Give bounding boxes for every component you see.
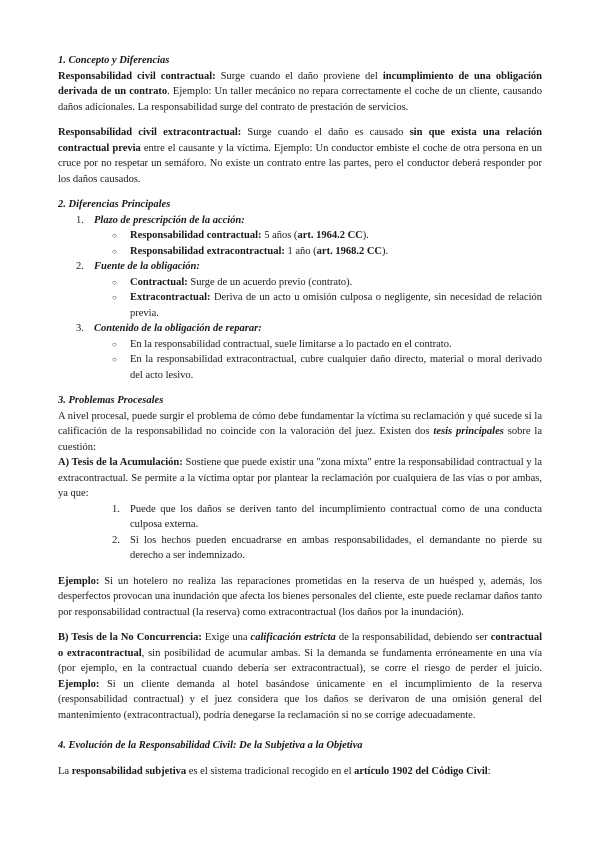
- section-3-title: 3. Problemas Procesales: [58, 395, 164, 406]
- bold-run: Contractual:: [130, 276, 188, 288]
- text-run: Si un cliente demanda al hotel basándose únicamente en el incumplimiento de la reserva (responsabilidad contractual) y el juez considera que los daños se derivaron de una omisión general del mantenimiento (extracontractual), podría denegarse la reclamación si no se corrige adecuadamente.: [58, 678, 542, 721]
- bullet-circle-icon: ○: [112, 355, 117, 364]
- sub-list: [94, 337, 542, 384]
- item-number: 2.: [76, 261, 84, 272]
- bullet-circle-icon: ○: [112, 277, 117, 287]
- text-run: :: [487, 765, 491, 777]
- sub-list-item: [94, 244, 542, 260]
- item-number: 1.: [76, 214, 84, 226]
- extracontractual-label: Responsabilidad civil extracontractual:: [58, 127, 242, 138]
- text-run: ).: [382, 245, 389, 257]
- text-run: 1 año (: [284, 245, 317, 257]
- section-1-title: 1. Concepto y Diferencias: [58, 55, 170, 66]
- thesis-b-label: B) Tesis de la No Concurrencia:: [58, 632, 202, 643]
- bold-run: sin que exista una relación contractual previa: [58, 127, 542, 154]
- bold-run: Responsabilidad extracontractual:: [130, 245, 285, 257]
- text-run: es el sistema tradicional recogido en el: [186, 765, 355, 777]
- bullet-circle-icon: ○: [112, 246, 117, 256]
- contractual-paragraph: [58, 69, 542, 116]
- example-label: Ejemplo:: [58, 575, 100, 587]
- bullet-circle-icon: ○: [112, 293, 117, 302]
- list-item: [58, 533, 542, 564]
- item-number: 3.: [76, 323, 84, 334]
- item-heading: Fuente de la obligación:: [94, 261, 200, 272]
- text-run: Surge cuando el daño proviene del: [215, 70, 383, 82]
- section-4-title: 4. Evolución de la Responsabilidad Civil: De la Subjetiva a la Objetiva: [58, 740, 363, 751]
- bold-run: calificación estricta: [250, 632, 336, 643]
- section-2-title: 2. Diferencias Principales: [58, 199, 171, 210]
- thesis-a-list: [58, 502, 542, 564]
- item-heading: Plazo de prescripción de la acción:: [94, 214, 245, 226]
- item-number: 1.: [112, 503, 120, 515]
- text-run: Sostiene que puede existir una "zona mixta" entre la responsabilidad contractual y la extracontractual. Se permite a la víctima optar por plantear la reclamación por cualquiera de las vías o por ambas, ya que:: [58, 457, 542, 499]
- text-run: Deriva de un acto u omisión culposa o negligente, sin necesidad de relación previa.: [130, 292, 542, 319]
- text-run: A nivel procesal, puede surgir el problema de cómo debe fundamentar la víctima su reclamación y qué sucede si la calificación de la responsabilidad no coincide con la valoración del juez. Existen dos: [58, 410, 542, 437]
- list-item: [58, 213, 542, 260]
- document-page: [58, 53, 542, 779]
- text-run: sobre la cuestión:: [58, 426, 542, 453]
- text-run: Surge de un acuerdo previo (contrato).: [187, 276, 353, 288]
- text-run: ).: [362, 230, 369, 241]
- subjective-paragraph: [58, 764, 542, 780]
- sub-list-item: [94, 228, 542, 244]
- text-run: En la responsabilidad contractual, suele limitarse a lo pactado en el contrato.: [130, 338, 452, 350]
- extracontractual-paragraph: [58, 125, 542, 187]
- text-run: En la responsabilidad extracontractual, cubre cualquier daño directo, material o moral derivado del acto lesivo.: [130, 354, 542, 381]
- bold-run: Responsabilidad contractual:: [130, 230, 262, 241]
- bold-run: artículo 1902 del Código Civil: [354, 765, 488, 777]
- bold-run: Ejemplo:: [58, 678, 100, 690]
- sub-list-item: [94, 352, 542, 383]
- procedural-intro: [58, 409, 542, 456]
- text-run: , sin posibilidad de acumular ambas. Si la demanda se fundamenta erróneamente en una vía (por ejemplo, en la contractual cuando debería ser extracontractual), se corre el riesgo de perder el juicio.: [58, 647, 542, 674]
- text-run: La: [58, 765, 72, 777]
- item-number: 2.: [112, 534, 120, 546]
- text-run: . Ejemplo: Un taller mecánico no repara correctamente el coche de un cliente, causando daños adicionales. La responsabilidad surge del contrato de prestación de servicios.: [58, 86, 543, 113]
- list-item: [58, 321, 542, 383]
- thesis-a-paragraph: [58, 455, 542, 502]
- bold-run: responsabilidad subjetiva: [71, 765, 187, 777]
- item-heading: Contenido de la obligación de reparar:: [94, 323, 262, 334]
- contractual-label: Responsabilidad civil contractual:: [58, 70, 216, 82]
- sub-list-item: [94, 290, 542, 321]
- text-run: Surge cuando el daño es causado: [241, 127, 410, 138]
- bold-run: tesis principales: [433, 426, 504, 437]
- text-run: entre el causante y la víctima. Ejemplo: Un conductor embiste el coche de otra persona en un cruce por no respetar un semáforo. No existe un contrato entre las partes, pero el conductor deberá responder por los daños causados.: [58, 142, 542, 185]
- bold-run: Extracontractual:: [130, 292, 211, 303]
- text-run: de la responsabilidad, debiendo ser: [335, 632, 491, 643]
- bold-run: art. 1968.2 CC: [316, 245, 382, 257]
- bold-run: contractual o extracontractual: [58, 632, 543, 659]
- text-run: Puede que los daños se deriven tanto del incumplimiento contractual como de una conducta culposa externa.: [130, 503, 542, 530]
- thesis-a-label: A) Tesis de la Acumulación:: [58, 457, 183, 468]
- bold-run: incumplimiento de una obligación derivada de un contrato: [58, 70, 542, 97]
- example-hotel-paragraph: [58, 574, 542, 621]
- bullet-circle-icon: ○: [112, 339, 117, 349]
- text-run: Si los hechos pueden encuadrarse en ambas responsabilidades, el demandante no pierde su derecho a ser indemnizado.: [130, 534, 542, 561]
- sub-list-item: [94, 275, 542, 291]
- sub-list-item: [94, 337, 542, 353]
- list-item: [58, 259, 542, 321]
- differences-list: [58, 213, 542, 384]
- text-run: Exige una: [201, 632, 251, 643]
- sub-list: [94, 228, 542, 259]
- sub-list: [94, 275, 542, 322]
- bullet-circle-icon: ○: [112, 231, 117, 240]
- text-run: 5 años (: [261, 230, 298, 241]
- list-item: [58, 502, 542, 533]
- text-run: Si un hotelero no realiza las reparaciones prometidas en la reserva de un huésped y, además, los desperfectos provocan una inundación que afecta los bienes personales del cliente, este puede reclamar daños tanto por responsabilidad contractual (la reserva) como extracontractual (los daños por la inundación).: [58, 575, 542, 618]
- bold-run: art. 1964.2 CC: [297, 230, 363, 241]
- thesis-b-paragraph: [58, 630, 542, 723]
